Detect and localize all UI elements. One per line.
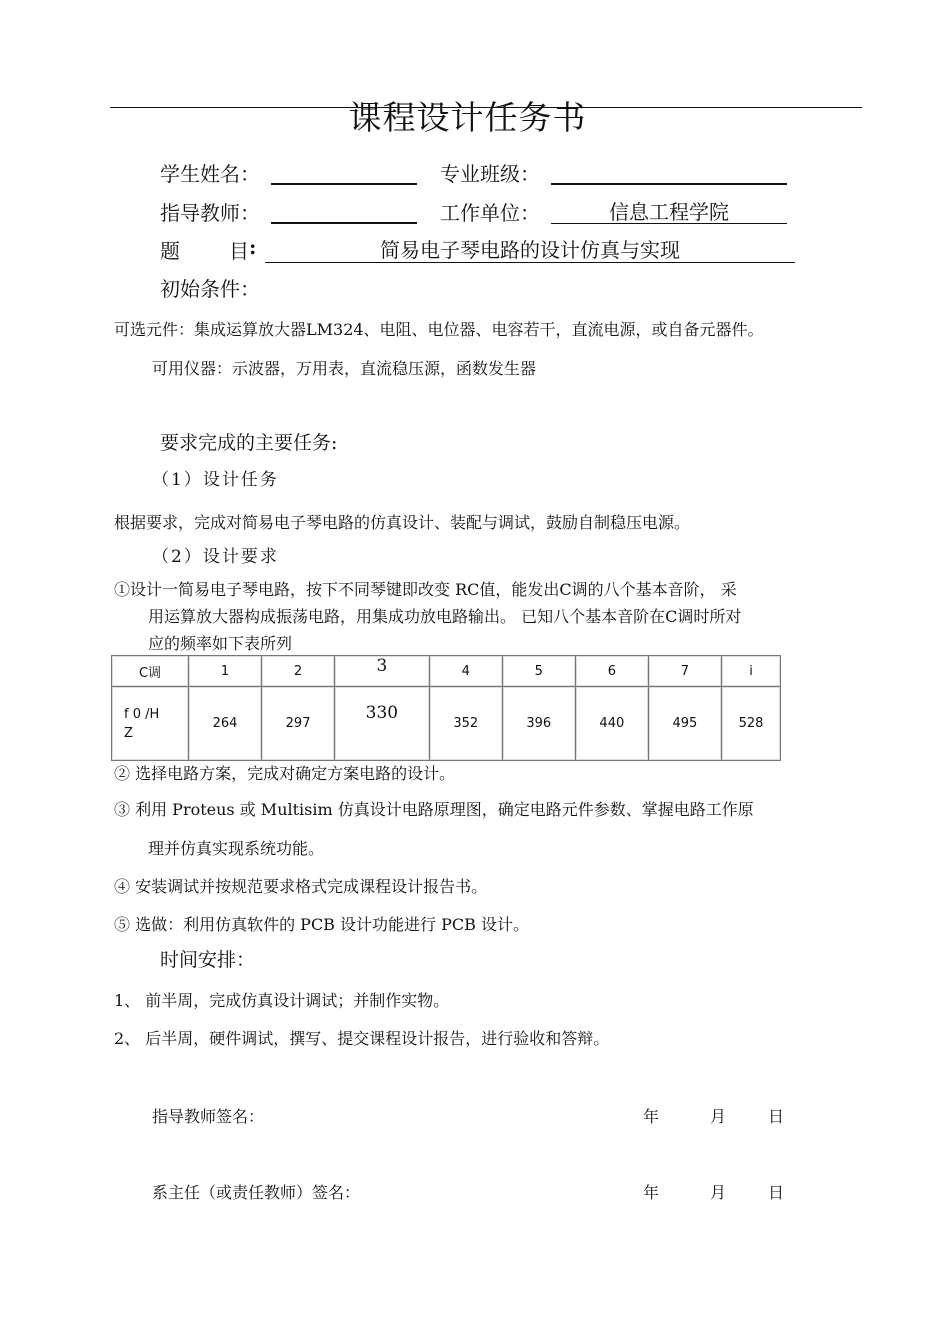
table-cell-frequency: 396 bbox=[502, 687, 575, 761]
req3-line1: ③ 利用 Proteus 或 Multisim 仿真设计电路原理图，确定电路元件参数、掌握电路工作原 bbox=[114, 800, 754, 819]
major-class-field[interactable] bbox=[551, 183, 787, 185]
req5-text: ⑤ 选做：利用仿真软件的 PCB 设计功能进行 PCB 设计。 bbox=[114, 915, 529, 934]
table-cell-note: 4 bbox=[429, 656, 502, 687]
table-cell-frequency: 440 bbox=[575, 687, 648, 761]
table-cell-note: 7 bbox=[648, 656, 721, 687]
topic-underline bbox=[265, 262, 795, 263]
components-text: 可选元件：集成运算放大器LM324、电阻、电位器、电容若干，直流电源，或自备元器件。 bbox=[114, 320, 764, 339]
design-task-text: 根据要求，完成对简易电子琴电路的仿真设计、装配与调试，鼓励自制稳压电源。 bbox=[114, 513, 691, 532]
topic-colon: : bbox=[249, 235, 257, 259]
initial-conditions-label: 初始条件： bbox=[160, 277, 260, 301]
frequency-table bbox=[111, 655, 781, 761]
page-title: 课程设计任务书 bbox=[348, 98, 587, 137]
table-cell-note: 6 bbox=[575, 656, 648, 687]
dept-sign-year: 年 bbox=[643, 1183, 660, 1202]
work-unit-value: 信息工程学院 bbox=[609, 200, 729, 224]
schedule-item-1: 1、 前半周，完成仿真设计调试；并制作实物。 bbox=[114, 991, 450, 1010]
table-row-frequencies bbox=[112, 687, 781, 761]
table-cell-frequency: 297 bbox=[262, 687, 335, 761]
table-cell-note: 3 bbox=[335, 656, 430, 687]
table-row-notes bbox=[112, 656, 781, 687]
req1-line1: ①设计一简易电子琴电路，按下不同琴键即改变 RC值，能发出C调的八个基本音阶， 采 bbox=[114, 580, 737, 599]
table-cell-note: 2 bbox=[262, 656, 335, 687]
topic-label-2: 目 bbox=[229, 239, 249, 263]
advisor-sign-month: 月 bbox=[710, 1107, 727, 1126]
dept-head-signature-label: 系主任（或责任教师）签名： bbox=[152, 1183, 361, 1202]
table-header-frequency bbox=[112, 687, 189, 761]
freq-label-line2: Z bbox=[124, 725, 133, 741]
req2-text: ② 选择电路方案，完成对确定方案电路的设计。 bbox=[114, 764, 456, 783]
table-cell-note: i bbox=[722, 656, 781, 687]
student-name-label: 学生姓名： bbox=[160, 162, 260, 186]
dept-sign-day: 日 bbox=[768, 1183, 785, 1202]
table-cell-note: 1 bbox=[189, 656, 262, 687]
student-name-field[interactable] bbox=[271, 183, 417, 185]
advisor-sign-year: 年 bbox=[643, 1107, 660, 1126]
req1-line2: 用运算放大器构成振荡电路，用集成功放电路输出。 已知八个基本音阶在C调时所对 bbox=[148, 607, 742, 626]
table-cell-frequency: 352 bbox=[429, 687, 502, 761]
table-cell-frequency: 264 bbox=[189, 687, 262, 761]
table-cell-frequency: 528 bbox=[722, 687, 781, 761]
freq-label-line1: f 0 /H bbox=[124, 706, 160, 722]
major-class-label: 专业班级： bbox=[440, 162, 540, 186]
table-cell-note: 5 bbox=[502, 656, 575, 687]
table-header-c-key: C调 bbox=[112, 656, 189, 687]
schedule-heading: 时间安排： bbox=[160, 949, 256, 971]
work-unit-underline bbox=[551, 223, 787, 224]
req3-line2: 理并仿真实现系统功能。 bbox=[148, 839, 325, 858]
design-req-heading: （2）设计要求 bbox=[152, 547, 279, 567]
advisor-label: 指导教师： bbox=[160, 201, 260, 225]
req4-text: ④ 安装调试并按规范要求格式完成课程设计报告书。 bbox=[114, 877, 488, 896]
advisor-field[interactable] bbox=[271, 222, 417, 224]
main-tasks-heading: 要求完成的主要任务: bbox=[160, 432, 338, 454]
schedule-item-2: 2、 后半周，硬件调试，撰写、提交课程设计报告，进行验收和答辩。 bbox=[114, 1029, 610, 1048]
table-cell-frequency: 495 bbox=[648, 687, 721, 761]
topic-label-1: 题 bbox=[160, 239, 180, 263]
topic-value: 简易电子琴电路的设计仿真与实现 bbox=[380, 238, 680, 262]
advisor-sign-day: 日 bbox=[768, 1107, 785, 1126]
table-cell-frequency: 330 bbox=[335, 687, 430, 761]
instruments-text: 可用仪器：示波器，万用表，直流稳压源，函数发生器 bbox=[152, 359, 537, 378]
design-task-heading: （1）设计任务 bbox=[152, 470, 279, 490]
work-unit-label: 工作单位： bbox=[440, 201, 540, 225]
req1-line3: 应的频率如下表所列 bbox=[148, 634, 293, 653]
dept-sign-month: 月 bbox=[710, 1183, 727, 1202]
advisor-signature-label: 指导教师签名： bbox=[152, 1107, 265, 1126]
